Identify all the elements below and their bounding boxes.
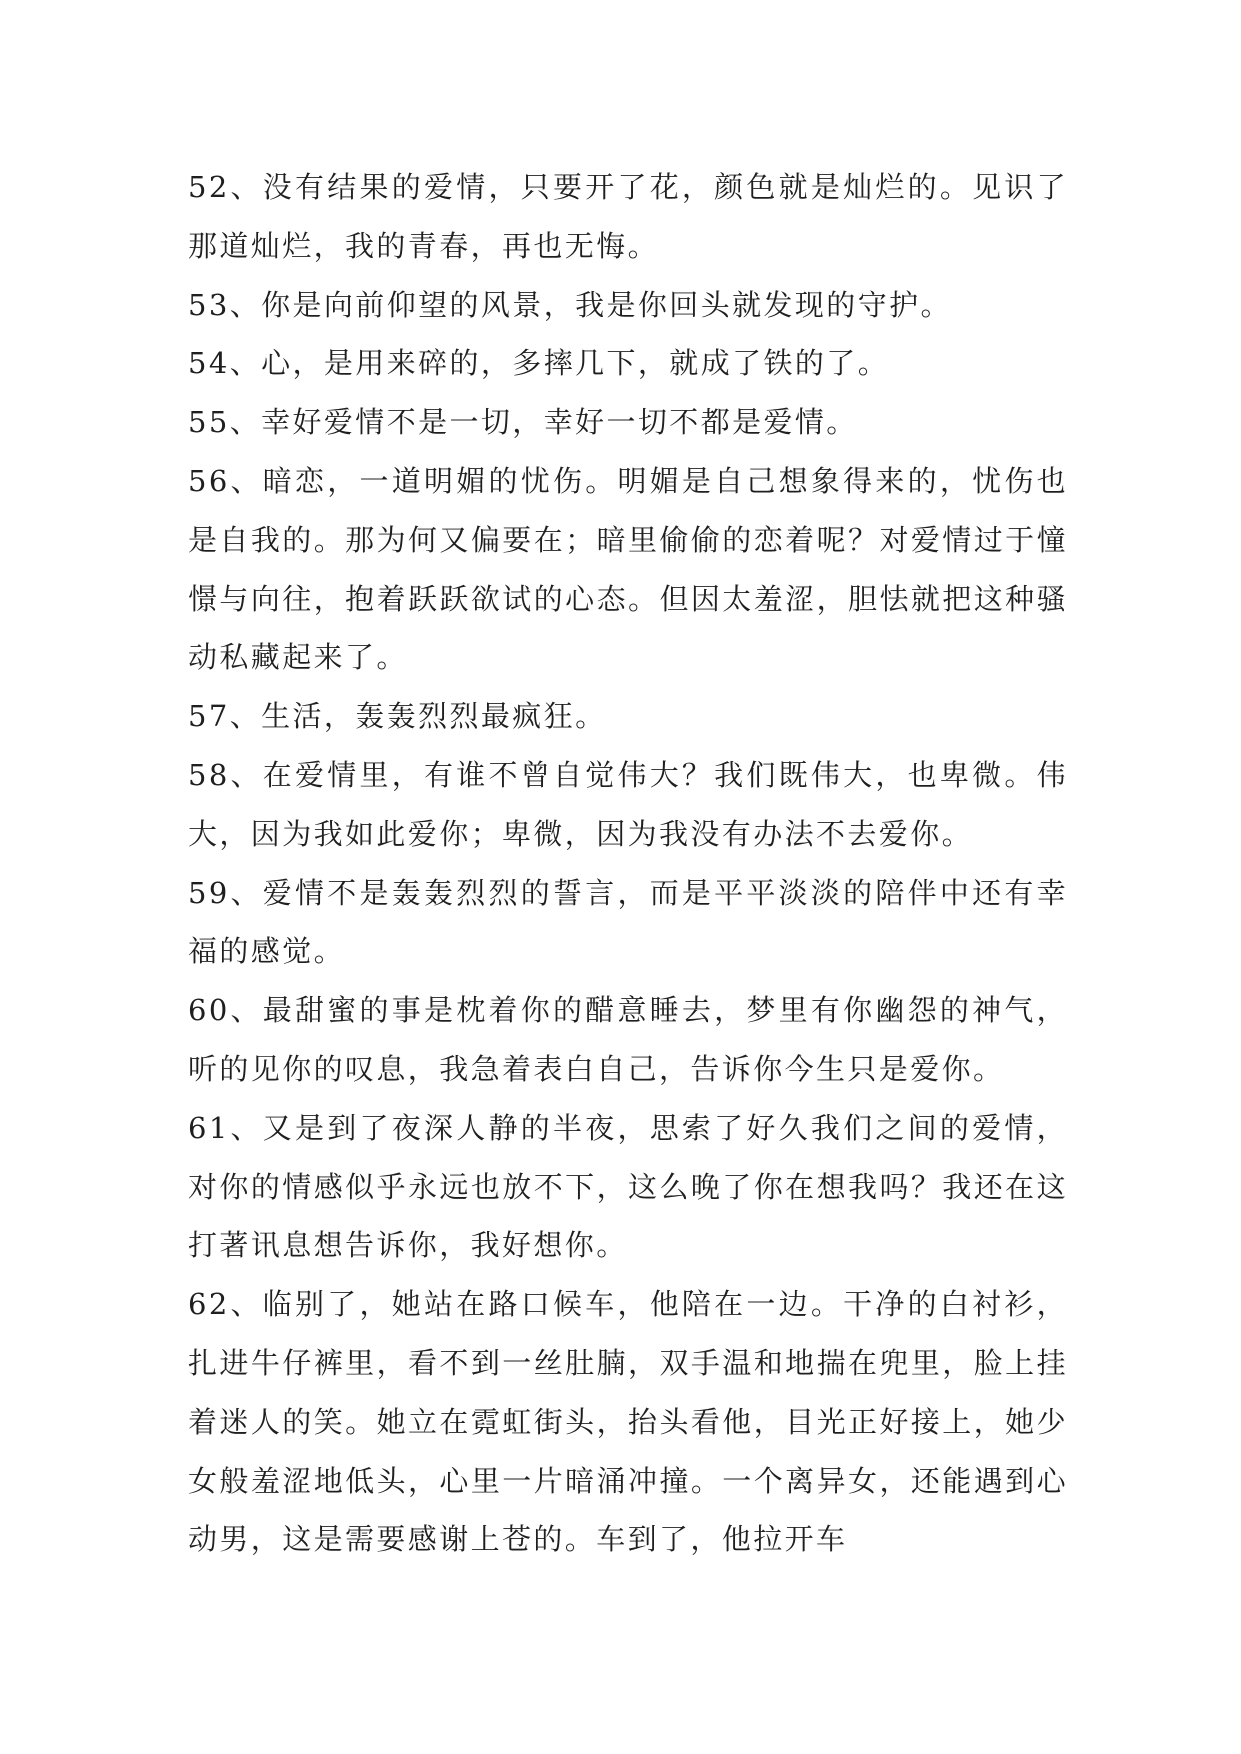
paragraph-55: 55、幸好爱情不是一切，幸好一切不都是爱情。 <box>188 405 858 440</box>
paragraph-61: 61、又是到了夜深人静的半夜，思索了好久我们之间的爱情，对你的情感似乎永远也放不下，这么晚了你在想我吗？我还在这打著讯息想告诉你，我好想你。 <box>188 1110 1068 1263</box>
paragraph-53: 53、你是向前仰望的风景，我是你回头就发现的守护。 <box>188 287 952 322</box>
document-body <box>188 158 1068 1569</box>
paragraph-60: 60、最甜蜜的事是枕着你的醋意睡去，梦里有你幽怨的神气，听的见你的叹息，我急着表白自己，告诉你今生只是爱你。 <box>188 993 1068 1086</box>
paragraph-59: 59、爱情不是轰轰烈烈的誓言，而是平平淡淡的陪伴中还有幸福的感觉。 <box>188 875 1068 969</box>
paragraph-58: 58、在爱情里，有谁不曾自觉伟大？我们既伟大，也卑微。伟大，因为我如此爱你；卑微，因为我没有办法不去爱你。 <box>188 757 1068 851</box>
paragraph-57: 57、生活，轰轰烈烈最疯狂。 <box>188 699 607 734</box>
paragraph-62: 62、临别了，她站在路口候车，他陪在一边。干净的白衬衫，扎进牛仔裤里，看不到一丝肚腩，双手温和地揣在兜里，脸上挂着迷人的笑。她立在霓虹街头，抬头看他，目光正好接上，她少女般羞涩地低头，心里一片暗涌冲撞。一个离异女，还能遇到心动男，这是需要感谢上苍的。车到了，他拉开车 <box>188 1287 1068 1557</box>
paragraph-52: 52、没有结果的爱情，只要开了花，颜色就是灿烂的。见识了那道灿烂，我的青春，再也无悔。 <box>188 170 1068 263</box>
paragraph-56: 56、暗恋，一道明媚的忧伤。明媚是自己想象得来的，忧伤也是自我的。那为何又偏要在；暗里偷偷的恋着呢？对爱情过于憧憬与向往，抱着跃跃欲试的心态。但因太羞涩，胆怯就把这种骚动私藏起来了。 <box>188 463 1068 675</box>
paragraph-54: 54、心，是用来碎的，多摔几下，就成了铁的了。 <box>188 346 890 381</box>
